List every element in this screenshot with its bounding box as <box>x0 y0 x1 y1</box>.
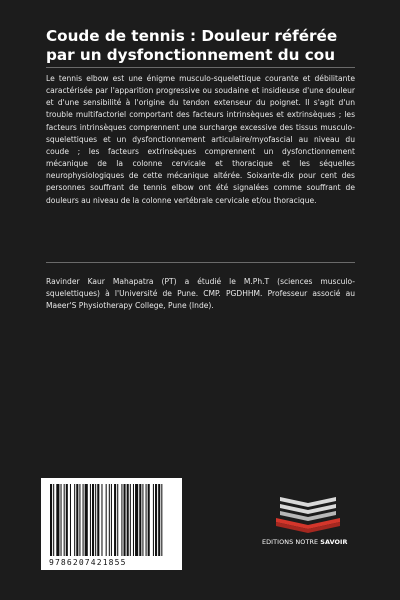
book-title <box>46 27 376 65</box>
barcode-bars <box>41 478 182 570</box>
title-line-2: par un dysfonctionnement du cou <box>46 46 336 64</box>
title-line-1: Coude de tennis : Douleur référée <box>46 27 338 45</box>
top-divider <box>46 67 355 68</box>
isbn-barcode <box>41 478 182 570</box>
bottom-divider <box>46 262 355 263</box>
publisher-logo <box>262 497 352 547</box>
isbn-number: 9786207421855 <box>49 558 127 567</box>
publisher-name-emphasis: SAVOIR <box>320 538 348 546</box>
book-abstract: Le tennis elbow est une énigme musculo-squelettique courante et débilitante caractérisée par l'apparition progressive ou soudaine et insidieuse d'une douleur et d'une sensibilité à l'origine du tendon extenseur du poignet. Il s'agit d'un trouble multifactoriel comportant des facteurs intrinsèques et extrinsèques ; les facteurs intrinsèques comprennent une surcharge excessive des tissus musculo-squelettiques et un dysfonctionnement articulaire/myofascial au niveau du coude ; les facteurs extrinsèques comprennent un dysfonctionnement mécanique de la colonne cervicale et thoracique et les séquelles neurophysiologiques de cette mécanique altérée. Soixante-dix pour cent des personnes souffrant de tennis elbow ont été signalées comme souffrant de douleurs au niveau de la colonne vertébrale cervicale et/ou thoracique. <box>46 74 355 205</box>
open-book-icon <box>266 497 350 535</box>
author-biography: Ravinder Kaur Mahapatra (PT) a étudié le M.Ph.T (sciences musculo-squelettiques) à l'Université de Pune. CMP. PGDHHM. Professeur associé au Maeer'S Physiotherapy College, Pune (Inde). <box>46 277 355 311</box>
publisher-name-prefix: EDITIONS NOTRE <box>262 538 319 546</box>
publisher-name <box>262 538 354 546</box>
